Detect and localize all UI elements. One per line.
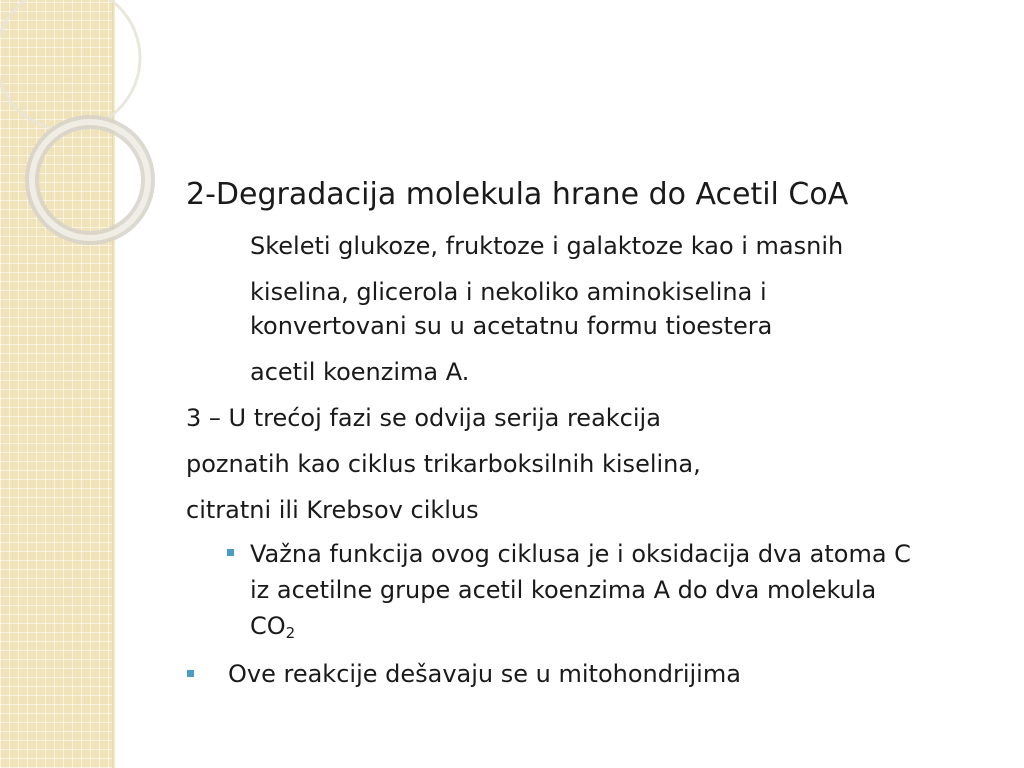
square-bullet-icon <box>227 549 234 556</box>
body-line: citratni ili Krebsov ciklus <box>186 496 479 524</box>
bullet-text-line: Ove reakcije dešavaju se u mitohondrijima <box>228 660 741 688</box>
decorative-rings <box>0 0 160 260</box>
bullet-text-line: iz acetilne grupe acetil koenzima A do dva molekula <box>250 576 877 604</box>
co2-main: CO <box>250 612 286 640</box>
body-line: poznatih kao ciklus trikarboksilnih kiselina, <box>186 450 701 478</box>
decorative-ring-thick-highlight <box>32 122 148 238</box>
square-bullet-icon <box>187 670 194 677</box>
body-line: 3 – U trećoj fazi se odvija serija reakcija <box>186 404 661 432</box>
decorative-ring-large <box>0 0 140 130</box>
body-line: konvertovani su u acetatnu formu tioestera <box>250 312 773 340</box>
co2-formula <box>250 610 295 642</box>
slide-heading: 2-Degradacija molekula hrane do Acetil CoA <box>186 177 849 212</box>
bullet-text-line: Važna funkcija ovog ciklusa je i oksidacija dva atoma C <box>250 540 911 568</box>
body-line: kiselina, glicerola i nekoliko aminokiselina i <box>250 278 767 306</box>
body-line: acetil koenzima A. <box>250 358 470 386</box>
body-line: Skeleti glukoze, fruktoze i galaktoze kao i masnih <box>250 232 844 260</box>
co2-subscript: 2 <box>285 624 296 642</box>
